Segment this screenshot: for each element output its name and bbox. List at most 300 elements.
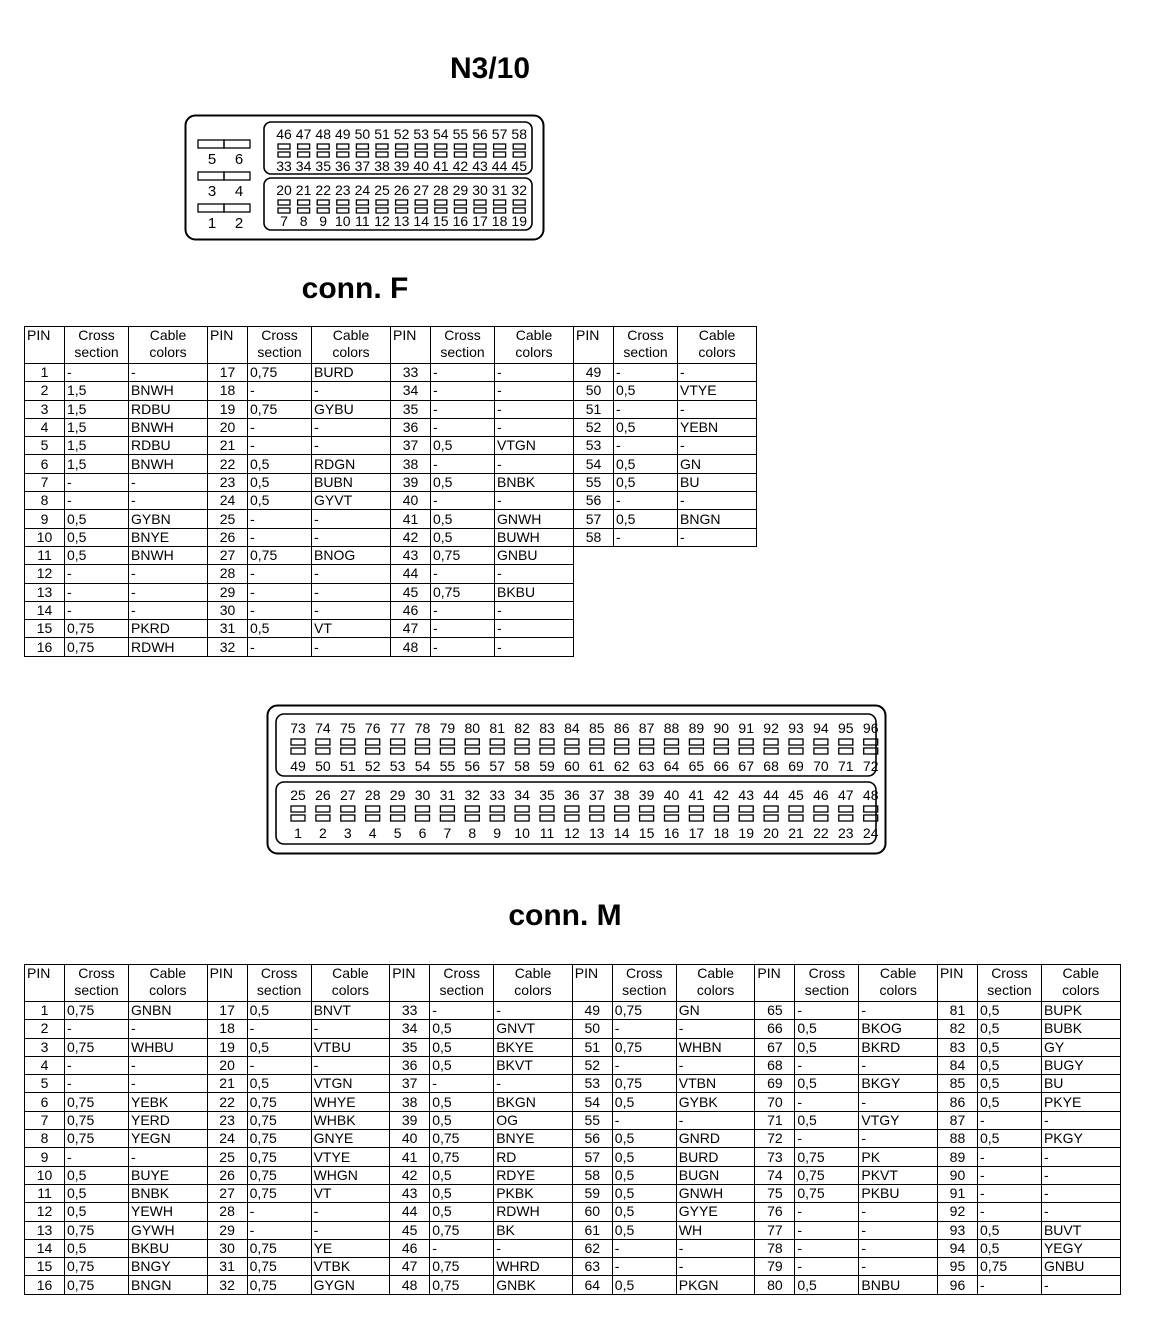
- pin-contact: [490, 815, 504, 821]
- cross-section-cell: -: [795, 1093, 859, 1111]
- pin-header: PIN: [25, 327, 65, 364]
- pin-contact: [415, 200, 427, 205]
- cross-section-cell: 1,5: [65, 382, 129, 400]
- pin-contact: [565, 739, 579, 745]
- cross-section-cell: -: [430, 1075, 494, 1093]
- cable-color-cell: BUPK: [1041, 1002, 1120, 1020]
- cable-color-cell: RDGN: [312, 455, 391, 473]
- cross-section-cell: 0,75: [248, 546, 312, 564]
- cable-color-cell: PK: [859, 1148, 938, 1166]
- pin-contact: [291, 748, 305, 754]
- table-row: [25, 455, 757, 473]
- cable-color-cell: -: [676, 1056, 755, 1074]
- pin-cell: 24: [208, 492, 248, 510]
- cable-colors-header: Cable colors: [129, 965, 208, 1002]
- pin-contact: [198, 140, 224, 148]
- cross-section-cell: 0,75: [65, 1130, 129, 1148]
- pin-contact: [440, 739, 454, 745]
- pin-cell: 38: [391, 455, 431, 473]
- empty-cell: [574, 583, 614, 601]
- pin-contact: [764, 748, 778, 754]
- pin-contact: [224, 204, 250, 212]
- pin-contact: [416, 748, 430, 754]
- cross-section-cell: 0,5: [614, 418, 678, 436]
- pin-cell: 42: [390, 1166, 430, 1184]
- pin-contact: [714, 748, 728, 754]
- cross-section-cell: -: [614, 528, 678, 546]
- cable-color-cell: -: [311, 1203, 390, 1221]
- pin-number-label: 73: [290, 720, 306, 736]
- pin-cell: 52: [572, 1056, 612, 1074]
- cross-section-cell: 0,75: [65, 1038, 129, 1056]
- pin-contact: [739, 748, 753, 754]
- cable-color-cell: -: [495, 400, 574, 418]
- pin-cell: 79: [755, 1258, 795, 1276]
- pin-header: PIN: [25, 965, 65, 1002]
- pin-cell: 59: [572, 1184, 612, 1202]
- pin-number-label: 11: [539, 825, 555, 841]
- cross-section-cell: -: [65, 583, 129, 601]
- empty-cell: [614, 601, 678, 619]
- pin-contact: [278, 144, 290, 149]
- pin-number-label: 65: [688, 758, 705, 774]
- cable-color-cell: -: [1041, 1148, 1120, 1166]
- cable-color-cell: -: [495, 364, 574, 382]
- cross-section-cell: -: [65, 1020, 129, 1038]
- cable-color-cell: BNVT: [311, 1002, 390, 1020]
- cable-color-cell: BNBK: [495, 473, 574, 491]
- cable-color-cell: -: [859, 1258, 938, 1276]
- cross-section-cell: 0,5: [977, 1056, 1041, 1074]
- pin-number-label: 58: [514, 758, 530, 774]
- pin-number-label: 94: [813, 720, 829, 736]
- table-row: [25, 400, 757, 418]
- pin-cell: 81: [937, 1002, 977, 1020]
- pin-number-label: 6: [234, 151, 244, 168]
- pin-number-label: 76: [364, 720, 381, 736]
- pin-number-label: 51: [374, 126, 390, 142]
- pin-number-label: 44: [763, 787, 779, 803]
- cable-color-cell: GNVT: [494, 1020, 573, 1038]
- cross-section-cell: -: [612, 1111, 676, 1129]
- empty-cell: [614, 546, 678, 564]
- pin-contact: [376, 152, 388, 157]
- pin-contact: [640, 815, 654, 821]
- cross-section-cell: -: [977, 1111, 1041, 1129]
- cable-color-cell: -: [859, 1002, 938, 1020]
- cable-colors-header: Cable colors: [676, 965, 755, 1002]
- cable-color-cell: WH: [676, 1221, 755, 1239]
- cable-color-cell: BNGN: [678, 510, 757, 528]
- cable-color-cell: -: [495, 565, 574, 583]
- pin-cell: 9: [25, 1148, 65, 1166]
- pin-cell: 33: [390, 1002, 430, 1020]
- pin-cell: 33: [391, 364, 431, 382]
- pin-contact: [454, 144, 466, 149]
- pin-contact: [366, 815, 380, 821]
- table-row: [25, 1166, 1121, 1184]
- empty-cell: [574, 620, 614, 638]
- pin-contact: [396, 200, 408, 205]
- pin-cell: 15: [25, 620, 65, 638]
- pin-cell: 92: [937, 1203, 977, 1221]
- pin-number-label: 87: [638, 720, 655, 736]
- pin-cell: 3: [25, 1038, 65, 1056]
- pin-number-label: 42: [452, 158, 469, 174]
- cable-color-cell: -: [1041, 1203, 1120, 1221]
- cable-color-cell: -: [678, 437, 757, 455]
- cable-color-cell: -: [129, 565, 208, 583]
- pin-cell: 19: [208, 400, 248, 418]
- pin-number-label: 15: [638, 825, 655, 841]
- pin-cell: 70: [755, 1093, 795, 1111]
- pin-contact: [789, 806, 803, 812]
- pin-contact: [513, 144, 525, 149]
- cross-section-cell: 0,5: [977, 1239, 1041, 1257]
- cable-color-cell: -: [676, 1020, 755, 1038]
- pin-header: PIN: [208, 327, 248, 364]
- pin-contact: [515, 739, 529, 745]
- cable-color-cell: VTYE: [678, 382, 757, 400]
- table-row: [25, 382, 757, 400]
- pin-number-label: 77: [389, 720, 406, 736]
- cable-color-cell: VT: [312, 620, 391, 638]
- pin-number-label: 71: [838, 758, 854, 774]
- cross-section-cell: 1,5: [65, 400, 129, 418]
- pin-number-label: 44: [491, 158, 508, 174]
- pin-contact: [316, 739, 330, 745]
- pin-contact: [789, 748, 803, 754]
- pin-number-label: 31: [491, 182, 508, 198]
- cross-section-cell: -: [248, 382, 312, 400]
- pin-contact: [317, 152, 329, 157]
- cable-color-cell: BNWH: [129, 546, 208, 564]
- pin-number-label: 56: [472, 126, 488, 142]
- pin-number-label: 30: [472, 182, 488, 198]
- empty-cell: [678, 638, 757, 656]
- pin-number-label: 80: [464, 720, 481, 736]
- cross-section-cell: 0,5: [795, 1111, 859, 1129]
- pin-cell: 18: [208, 382, 248, 400]
- pin-cell: 58: [572, 1166, 612, 1184]
- cable-color-cell: -: [495, 620, 574, 638]
- pin-cell: 36: [391, 418, 431, 436]
- pin-cell: 35: [391, 400, 431, 418]
- cross-section-cell: -: [795, 1056, 859, 1074]
- cable-color-cell: VTGN: [495, 437, 574, 455]
- pin-contact: [665, 806, 679, 812]
- cable-color-cell: GNBU: [495, 546, 574, 564]
- empty-cell: [574, 638, 614, 656]
- cable-color-cell: BNBK: [129, 1184, 208, 1202]
- pin-number-label: 21: [295, 182, 312, 198]
- cross-section-cell: 0,75: [795, 1166, 859, 1184]
- pin-contact: [291, 815, 305, 821]
- cross-section-cell: -: [431, 565, 495, 583]
- empty-cell: [678, 565, 757, 583]
- cross-section-cell: 0,5: [795, 1020, 859, 1038]
- cross-section-cell: -: [795, 1221, 859, 1239]
- pin-contact: [540, 748, 554, 754]
- empty-cell: [574, 565, 614, 583]
- pin-number-label: 42: [713, 787, 730, 803]
- cross-section-cell: 1,5: [65, 418, 129, 436]
- cross-section-header: Cross section: [430, 965, 494, 1002]
- pin-contact: [764, 739, 778, 745]
- cable-color-cell: -: [859, 1056, 938, 1074]
- pin-contact: [490, 739, 504, 745]
- cross-section-cell: -: [248, 437, 312, 455]
- cross-section-header: Cross section: [65, 327, 129, 364]
- pin-cell: 10: [25, 1166, 65, 1184]
- empty-cell: [614, 638, 678, 656]
- cross-section-cell: 0,5: [430, 1038, 494, 1056]
- pin-number-label: 38: [374, 158, 390, 174]
- cable-color-cell: -: [1041, 1276, 1120, 1294]
- cross-section-cell: 0,5: [977, 1038, 1041, 1056]
- cable-color-cell: -: [494, 1075, 573, 1093]
- pin-number-label: 45: [511, 158, 527, 174]
- cable-color-cell: VTGY: [859, 1111, 938, 1129]
- pin-number-label: 24: [862, 825, 879, 841]
- cross-section-cell: -: [430, 1239, 494, 1257]
- pin-cell: 25: [208, 510, 248, 528]
- pin-contact: [540, 739, 554, 745]
- pin-cell: 6: [25, 1093, 65, 1111]
- cross-section-cell: -: [65, 565, 129, 583]
- pin-number-label: 61: [589, 758, 605, 774]
- pin-cell: 48: [391, 638, 431, 656]
- cross-section-cell: 0,5: [614, 473, 678, 491]
- pin-contact: [590, 739, 604, 745]
- cross-section-cell: 0,5: [431, 473, 495, 491]
- cable-color-cell: BU: [1041, 1075, 1120, 1093]
- cross-section-cell: 0,75: [430, 1148, 494, 1166]
- cross-section-cell: 0,5: [65, 1203, 129, 1221]
- cross-section-cell: 0,5: [65, 1166, 129, 1184]
- pin-cell: 47: [391, 620, 431, 638]
- cross-section-cell: 0,5: [247, 1002, 311, 1020]
- pin-cell: 9: [25, 510, 65, 528]
- pin-number-label: 5: [393, 825, 402, 841]
- pin-cell: 43: [391, 546, 431, 564]
- cross-section-cell: 0,5: [431, 437, 495, 455]
- pin-contact: [278, 200, 290, 205]
- cable-color-cell: BURD: [676, 1148, 755, 1166]
- pin-number-label: 1: [294, 825, 302, 841]
- pin-contact: [440, 815, 454, 821]
- cross-section-cell: 0,5: [430, 1111, 494, 1129]
- pin-cell: 46: [390, 1239, 430, 1257]
- cable-color-cell: BNWH: [129, 455, 208, 473]
- pin-cell: 32: [208, 638, 248, 656]
- cable-color-cell: BKGY: [859, 1075, 938, 1093]
- table-row: [25, 1276, 1121, 1294]
- pin-number-label: 12: [564, 825, 580, 841]
- pin-cell: 54: [574, 455, 614, 473]
- pin-number-label: 85: [589, 720, 605, 736]
- empty-cell: [678, 620, 757, 638]
- pin-contact: [494, 200, 506, 205]
- pin-number-label: 69: [788, 758, 804, 774]
- cable-color-cell: YEGN: [129, 1130, 208, 1148]
- cross-section-header: Cross section: [612, 965, 676, 1002]
- cable-color-cell: GYBN: [129, 510, 208, 528]
- pin-cell: 11: [25, 1184, 65, 1202]
- pin-contact: [590, 748, 604, 754]
- pin-cell: 41: [390, 1148, 430, 1166]
- cable-color-cell: -: [129, 492, 208, 510]
- cable-colors-header: Cable colors: [859, 965, 938, 1002]
- cross-section-cell: 0,5: [430, 1093, 494, 1111]
- pin-contact: [474, 144, 486, 149]
- cross-section-cell: -: [431, 492, 495, 510]
- pin-number-label: 19: [738, 825, 754, 841]
- pin-number-label: 7: [443, 825, 452, 841]
- cable-color-cell: -: [495, 455, 574, 473]
- pin-number-label: 32: [464, 787, 481, 803]
- pin-cell: 23: [207, 1111, 247, 1129]
- pin-cell: 18: [207, 1020, 247, 1038]
- cross-section-cell: -: [65, 492, 129, 510]
- table-row: [25, 492, 757, 510]
- cable-color-cell: GYBU: [312, 400, 391, 418]
- pin-cell: 56: [574, 492, 614, 510]
- cable-color-cell: -: [129, 1075, 208, 1093]
- cable-color-cell: -: [1041, 1166, 1120, 1184]
- pin-number-label: 47: [838, 787, 854, 803]
- cable-color-cell: BUVT: [1041, 1221, 1120, 1239]
- pin-cell: 31: [208, 620, 248, 638]
- cable-color-cell: BKVT: [494, 1056, 573, 1074]
- cable-color-cell: GNBN: [129, 1002, 208, 1020]
- cross-section-cell: 0,5: [65, 1239, 129, 1257]
- cross-section-cell: 0,5: [65, 1184, 129, 1202]
- pin-contact: [224, 172, 250, 180]
- pin-contact: [665, 748, 679, 754]
- pin-cell: 26: [208, 528, 248, 546]
- pin-cell: 12: [25, 565, 65, 583]
- cross-section-cell: -: [614, 400, 678, 418]
- cable-color-cell: VTGN: [311, 1075, 390, 1093]
- pin-number-label: 54: [414, 758, 431, 774]
- pin-number-label: 48: [315, 126, 331, 142]
- cross-section-cell: -: [795, 1130, 859, 1148]
- cross-section-cell: 0,75: [247, 1184, 311, 1202]
- pin-contact: [341, 748, 355, 754]
- table-row: [25, 364, 757, 382]
- table-row: [25, 1239, 1121, 1257]
- table-row: [25, 1075, 1121, 1093]
- pin-cell: 86: [937, 1093, 977, 1111]
- pin-cell: 31: [207, 1258, 247, 1276]
- pin-cell: 51: [574, 400, 614, 418]
- pin-cell: 75: [755, 1184, 795, 1202]
- pin-cell: 37: [391, 437, 431, 455]
- pin-number-label: 2: [234, 215, 244, 232]
- cross-section-cell: 0,5: [612, 1221, 676, 1239]
- cross-section-header: Cross section: [248, 327, 312, 364]
- cross-section-cell: 0,5: [795, 1038, 859, 1056]
- pin-cell: 36: [390, 1056, 430, 1074]
- pin-contact: [714, 739, 728, 745]
- cable-colors-header: Cable colors: [1041, 965, 1120, 1002]
- cable-color-cell: VTYE: [311, 1148, 390, 1166]
- pin-cell: 53: [574, 437, 614, 455]
- cable-color-cell: YEGY: [1041, 1239, 1120, 1257]
- cable-colors-header: Cable colors: [495, 327, 574, 364]
- cross-section-cell: -: [431, 620, 495, 638]
- pin-number-label: 33: [276, 158, 292, 174]
- cross-section-cell: -: [431, 382, 495, 400]
- empty-cell: [614, 620, 678, 638]
- pin-contact: [341, 815, 355, 821]
- cable-color-cell: GYYE: [676, 1203, 755, 1221]
- pin-cell: 21: [208, 437, 248, 455]
- cable-color-cell: PKRD: [129, 620, 208, 638]
- pin-number-label: 52: [393, 126, 410, 142]
- cable-color-cell: WHYE: [311, 1093, 390, 1111]
- table-row: [25, 1020, 1121, 1038]
- cable-color-cell: GNBU: [1041, 1258, 1120, 1276]
- pin-contact: [565, 748, 579, 754]
- table-row: [25, 565, 757, 583]
- pin-number-label: 66: [713, 758, 730, 774]
- pin-contact: [396, 144, 408, 149]
- pin-cell: 26: [207, 1166, 247, 1184]
- pin-cell: 38: [390, 1093, 430, 1111]
- cross-section-header: Cross section: [431, 327, 495, 364]
- cross-section-cell: -: [977, 1166, 1041, 1184]
- pin-contact: [391, 739, 405, 745]
- cross-section-cell: 0,5: [612, 1203, 676, 1221]
- pin-cell: 64: [572, 1276, 612, 1294]
- pin-number-label: 49: [335, 126, 351, 142]
- pin-number-label: 3: [343, 825, 352, 841]
- pin-number-label: 34: [295, 158, 312, 174]
- cable-color-cell: -: [859, 1221, 938, 1239]
- pin-contact: [298, 144, 310, 149]
- cable-color-cell: GYGN: [311, 1276, 390, 1294]
- pin-contact: [316, 806, 330, 812]
- cross-section-cell: 0,75: [430, 1258, 494, 1276]
- pin-number-label: 23: [838, 825, 854, 841]
- table-row: [25, 546, 757, 564]
- cross-section-cell: 0,75: [795, 1184, 859, 1202]
- cable-color-cell: PKVT: [859, 1166, 938, 1184]
- cross-section-cell: 0,75: [65, 1111, 129, 1129]
- cable-color-cell: WHRD: [494, 1258, 573, 1276]
- pin-header: PIN: [391, 327, 431, 364]
- pin-header: PIN: [207, 965, 247, 1002]
- pin-cell: 62: [572, 1239, 612, 1257]
- pin-cell: 54: [572, 1093, 612, 1111]
- pin-cell: 2: [25, 1020, 65, 1038]
- pin-contact: [474, 200, 486, 205]
- cross-section-cell: -: [431, 400, 495, 418]
- cable-color-cell: -: [311, 1056, 390, 1074]
- cross-section-cell: -: [65, 1056, 129, 1074]
- table-row: [25, 1130, 1121, 1148]
- cross-section-cell: -: [248, 583, 312, 601]
- pin-contact: [391, 748, 405, 754]
- pin-number-label: 8: [299, 213, 308, 229]
- pin-cell: 12: [25, 1203, 65, 1221]
- cross-section-cell: 0,5: [614, 510, 678, 528]
- pin-number-label: 51: [340, 758, 356, 774]
- pin-cell: 95: [937, 1258, 977, 1276]
- pin-contact: [814, 748, 828, 754]
